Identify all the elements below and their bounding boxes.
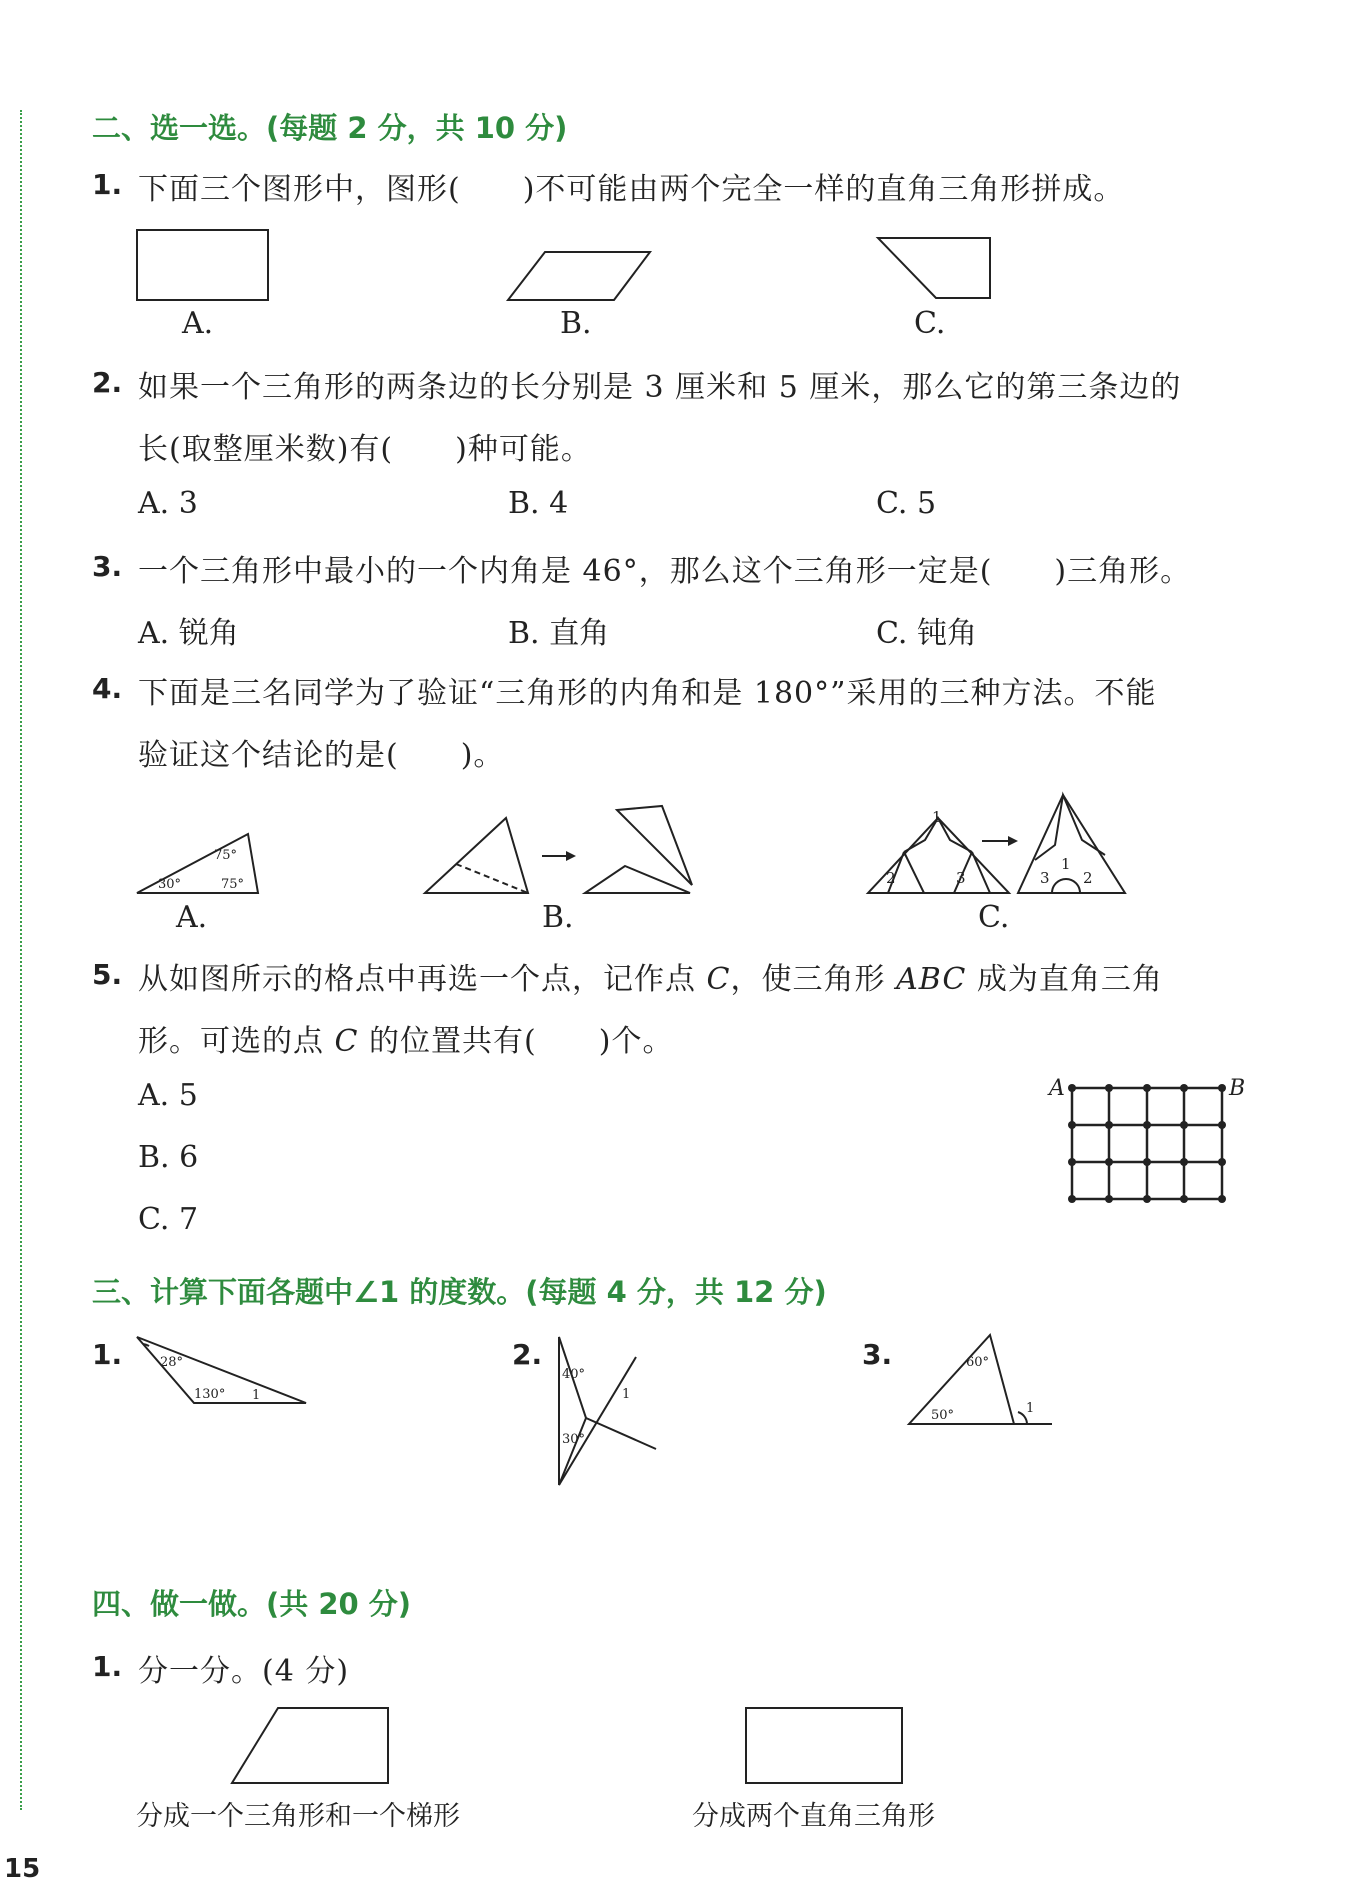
q4-figC-label-1: 1 [932, 808, 942, 826]
s3-q1-number: 1. [92, 1338, 123, 1371]
q5-option-c[interactable]: C. 7 [138, 1202, 199, 1237]
q3-option-a[interactable]: A. 锐角 [138, 616, 239, 651]
q2-text-line2: 长(取整厘米数)有( )种可能。 [138, 432, 592, 467]
q3-number: 3. [92, 550, 123, 583]
q4-figC-result-arc [1052, 879, 1080, 893]
q3-option-b[interactable]: B. 直角 [508, 616, 610, 651]
q4-figB-piece-top [617, 806, 692, 885]
q4-option-c[interactable]: C. [978, 900, 1010, 935]
s3-fig2-extension-line [586, 1418, 656, 1449]
s3-q2-number: 2. [512, 1338, 543, 1371]
q1-option-c[interactable]: C. [914, 306, 946, 341]
q4-option-a[interactable]: A. [176, 900, 208, 935]
s3-fig2-label-40: 40° [562, 1367, 586, 1382]
q3-text: 一个三角形中最小的一个内角是 46°，那么这个三角形一定是( )三角形。 [138, 554, 1192, 589]
q1-number: 1. [92, 168, 123, 201]
q4-figB-arrowhead [566, 851, 576, 861]
q4-option-b[interactable]: B. [542, 900, 574, 935]
q2-number: 2. [92, 366, 123, 399]
q1-text: 下面三个图形中，图形( )不可能由两个完全一样的直角三角形拼成。 [138, 172, 1125, 207]
q4-figB-triangle [425, 818, 528, 893]
q5-label-a: A [1049, 1076, 1065, 1101]
q4-figC-fold-sides [888, 852, 990, 893]
q2-option-a[interactable]: A. 3 [138, 486, 198, 521]
q5-text-line2: 形。可选的点 C 的位置共有( )个。 [138, 1024, 674, 1059]
section2-heading: 二、选一选。(每题 2 分，共 10 分) [92, 111, 568, 145]
q2-option-c[interactable]: C. 5 [876, 486, 937, 521]
q4-figA-label-75a: 75° [214, 848, 238, 863]
q4-figC-label-3: 3 [956, 869, 966, 887]
q5-number: 5. [92, 958, 123, 991]
q4-number: 4. [92, 672, 123, 705]
s4-q1-number: 1. [92, 1650, 123, 1683]
q5-option-a[interactable]: A. 5 [138, 1078, 198, 1113]
s3-fig2-label-30: 30° [562, 1432, 586, 1447]
q5-option-b[interactable]: B. 6 [138, 1140, 199, 1175]
s3-q3-number: 3. [862, 1338, 893, 1371]
s4-rectangle-shape [746, 1708, 902, 1783]
s4-q1-text: 分一分。(4 分) [138, 1654, 350, 1689]
page-number: 15 [4, 1854, 41, 1884]
q4-text-line2: 验证这个结论的是( )。 [138, 738, 505, 773]
q4-figC-result-label-1: 1 [1061, 855, 1071, 873]
q5-label-b: B [1229, 1076, 1246, 1101]
q4-figB-piece-bottom [585, 866, 690, 893]
s3-fig1-label-1: 1 [252, 1388, 261, 1403]
section3-heading: 三、计算下面各题中∠1 的度数。(每题 4 分，共 12 分) [92, 1275, 827, 1309]
s3-fig3-label-60: 60° [966, 1355, 990, 1370]
q3-option-c[interactable]: C. 钝角 [876, 616, 977, 651]
section4-heading: 四、做一做。(共 20 分) [92, 1587, 412, 1621]
q5-dot-grid [1072, 1088, 1222, 1199]
s3-fig3-triangle [909, 1335, 1014, 1424]
s3-fig1-label-28: 28° [160, 1355, 184, 1370]
q1-option-b[interactable]: B. [560, 306, 592, 341]
q4-text-line1: 下面是三名同学为了验证“三角形的内角和是 180°”采用的三种方法。不能 [138, 676, 1157, 711]
q2-text-line1: 如果一个三角形的两条边的长分别是 3 厘米和 5 厘米，那么它的第三条边的 [138, 370, 1182, 405]
q4-figC-result-label-3: 3 [1040, 869, 1050, 887]
q4-figC-result-label-2: 2 [1083, 869, 1093, 887]
q4-figB-dashed-cut [456, 864, 528, 893]
q1-trapezoid-shape [878, 238, 990, 298]
s3-fig3-label-50: 50° [931, 1408, 955, 1423]
q1-option-a[interactable]: A. [182, 306, 214, 341]
q1-parallelogram-shape [508, 252, 650, 300]
s3-fig2-label-1: 1 [622, 1387, 631, 1402]
q4-figC-label-2: 2 [886, 869, 896, 887]
q4-figC-arrowhead [1008, 836, 1018, 846]
q4-figC-result-triangle [1018, 795, 1125, 893]
caption-trapezoid-split: 分成一个三角形和一个梯形 [136, 1801, 460, 1832]
q5-text-line1: 从如图所示的格点中再选一个点，记作点 C，使三角形 ABC 成为直角三角 [138, 962, 1163, 997]
s3-fig3-label-1: 1 [1026, 1401, 1035, 1416]
q4-figA-label-75b: 75° [221, 877, 245, 892]
q4-figA-label-30: 30° [158, 877, 182, 892]
q2-option-b[interactable]: B. 4 [508, 486, 569, 521]
s4-trapezoid-shape [232, 1708, 388, 1783]
caption-rectangle-split: 分成两个直角三角形 [692, 1801, 935, 1832]
s3-fig1-label-130: 130° [194, 1387, 226, 1402]
q1-rectangle-shape [137, 230, 268, 300]
